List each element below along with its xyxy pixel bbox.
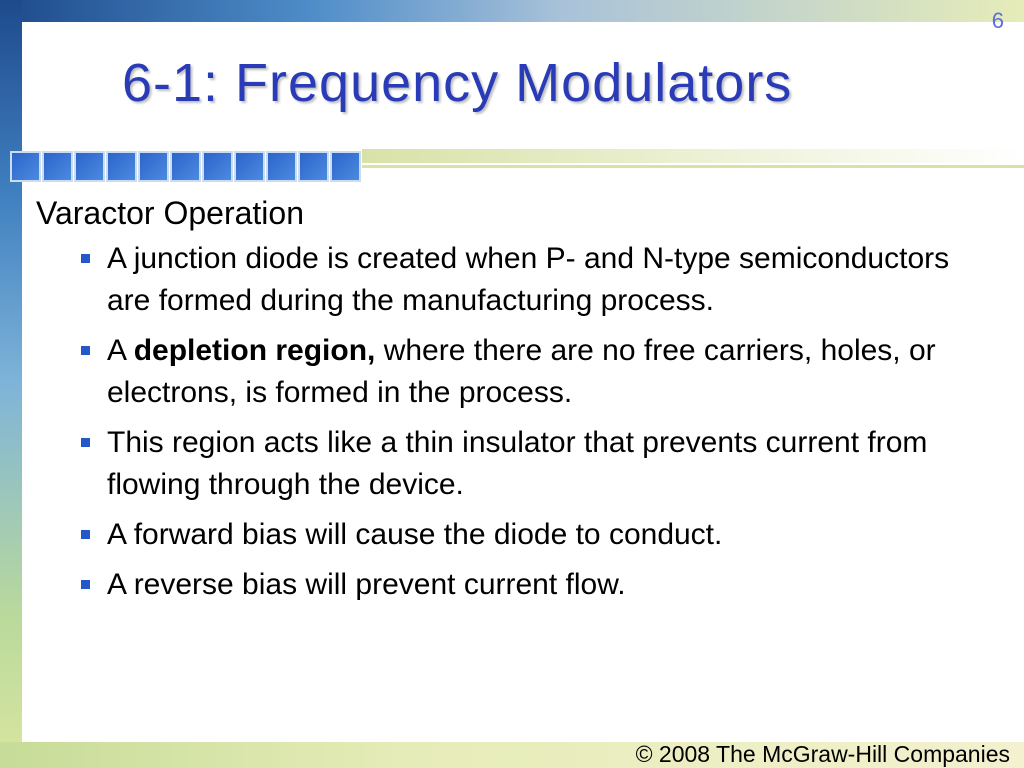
square-bullet-icon bbox=[81, 346, 90, 355]
decorative-square bbox=[298, 151, 329, 182]
slide-number: 6 bbox=[991, 8, 1004, 33]
decorative-square bbox=[266, 151, 297, 182]
decorative-square bbox=[170, 151, 201, 182]
decorative-square bbox=[106, 151, 137, 182]
slide-title: 6-1: Frequency Modulators bbox=[122, 53, 793, 113]
copyright-footer: © 2008 The McGraw-Hill Companies bbox=[635, 741, 1010, 767]
bullet-item bbox=[36, 422, 966, 506]
decorative-square bbox=[330, 151, 361, 182]
decorative-square bbox=[74, 151, 105, 182]
square-bullet-icon bbox=[81, 438, 90, 447]
bullet-text-pre: A bbox=[107, 334, 134, 367]
decorative-square bbox=[138, 151, 169, 182]
bullet-item bbox=[36, 330, 966, 414]
bullet-item bbox=[36, 238, 966, 322]
bullet-item bbox=[36, 514, 966, 556]
bullet-item bbox=[36, 564, 966, 606]
bullet-text-post: where there are no free carriers, holes, or electrons, is formed in the process. bbox=[107, 334, 944, 409]
bullet-text: A forward bias will cause the diode to conduct. bbox=[107, 518, 723, 551]
decorative-square bbox=[10, 151, 41, 182]
frame-left-border bbox=[0, 0, 22, 768]
slide-content bbox=[36, 194, 966, 614]
square-bullet-icon bbox=[81, 530, 90, 539]
frame-top-border bbox=[0, 0, 1024, 22]
bullet-list bbox=[36, 238, 966, 606]
square-bullet-icon bbox=[81, 254, 90, 263]
decorative-square bbox=[234, 151, 265, 182]
bullet-text: A junction diode is created when P- and N-type semiconductors are formed during the manufacturing process. bbox=[107, 242, 950, 317]
bullet-text: A reverse bias will prevent current flow. bbox=[107, 568, 626, 601]
decorative-square bbox=[42, 151, 73, 182]
decorative-squares bbox=[10, 151, 362, 182]
bullet-text: This region acts like a thin insulator that prevents current from flowing through the device. bbox=[107, 426, 928, 501]
section-heading: Varactor Operation bbox=[36, 195, 304, 231]
decorative-square bbox=[202, 151, 233, 182]
title-rule-underline bbox=[362, 165, 1024, 168]
title-rule bbox=[362, 149, 1024, 163]
bullet-text-bold: depletion region, bbox=[133, 334, 376, 367]
square-bullet-icon bbox=[81, 580, 90, 589]
